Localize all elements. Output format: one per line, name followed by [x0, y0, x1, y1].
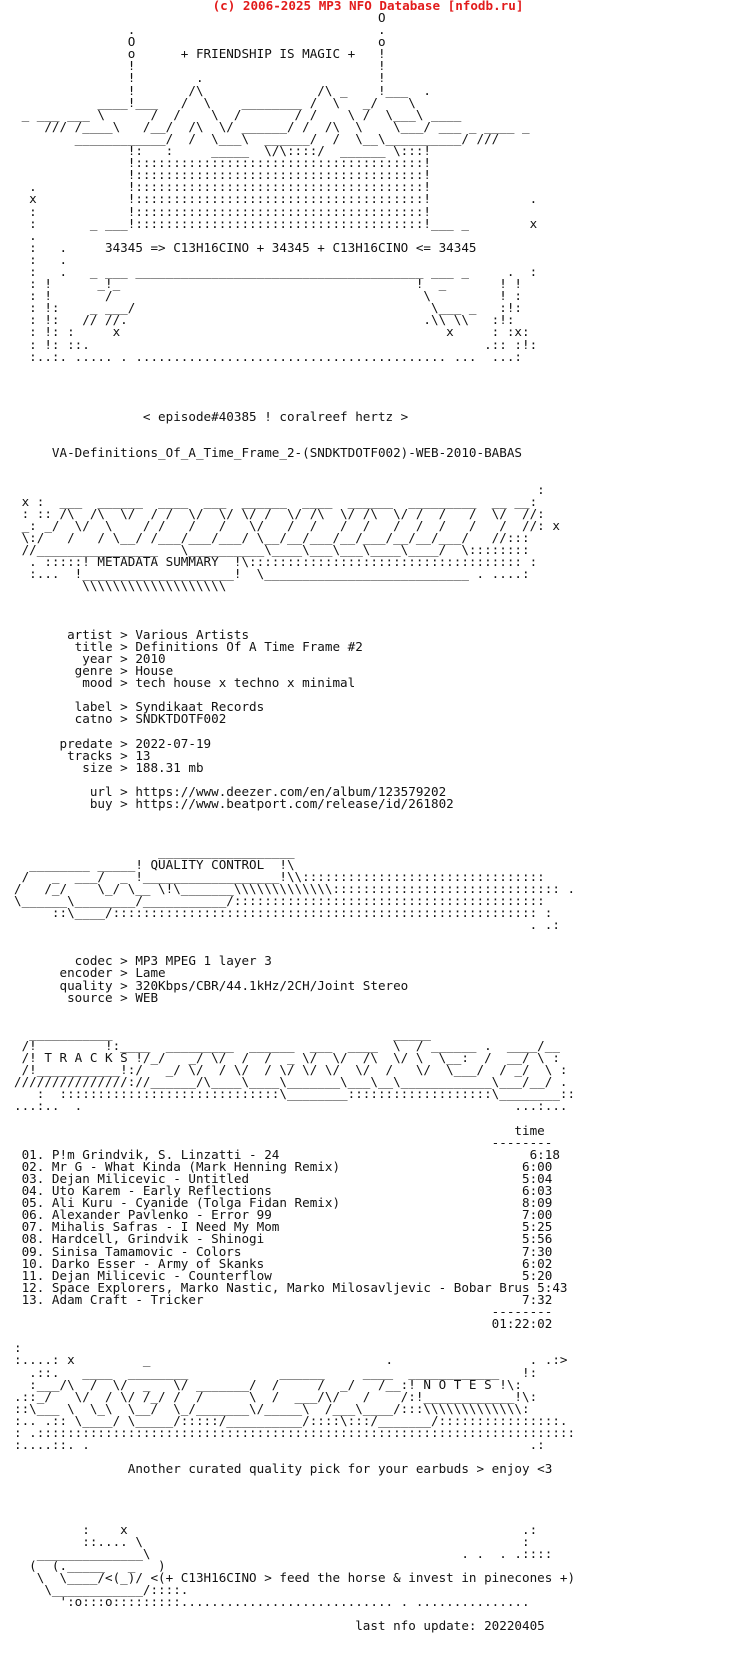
nfo-line: < episode#40385 ! coralreef hertz >: [14, 409, 409, 425]
nfo-line: :... !____________________! \___________________________ . ....:: [14, 566, 530, 582]
nfo-line: /! !:____ _________ ______ ___ ____ \ / ______ . ____/__: [14, 1037, 560, 1053]
nfo-line: tracks > 13: [14, 747, 151, 763]
nfo-line: ///////////////://______/\____\____\_______\___\__\____________\___/__/ .: [14, 1074, 568, 1090]
nfo-line: : !: // //. .\\ \\ :!:: [14, 312, 515, 328]
nfo-line: time: [14, 1122, 545, 1138]
nfo-line: : !: _ ___/ \___ _ :!:: [14, 300, 522, 316]
nfo-line: predate > 2022-07-19: [14, 735, 212, 751]
nfo-line: .: [14, 227, 37, 243]
nfo-line: : .:::::::::::::::::::::::::::::::::::::::::::::::::::::::::::::::::::::::: [14, 1424, 576, 1440]
nfo-line: !::::::::::::::::::::::::::::::::::::::!: [14, 155, 432, 171]
nfo-line: __________________: [14, 844, 295, 860]
nfo-line: 09. Sinisa Tamamovic - Colors 7:30: [14, 1243, 553, 1259]
nfo-line: 03. Dejan Milicevic - Untitled 5:04: [14, 1171, 553, 1186]
nfo-line: : x .:: [14, 1521, 538, 1537]
nfo-line: :....: x _ . . .:>: [14, 1352, 568, 1368]
nfo-line: . .: [14, 22, 386, 38]
nfo-line: artist > Various Artists: [14, 626, 250, 642]
nfo-line: //________________ \__________\____\___\___\____\____/ \::::::::: [14, 542, 530, 558]
nfo-line: label > Syndikaat Records: [14, 699, 265, 715]
nfo-line: x !::::::::::::::::::::::::::::::::::::::! .: [14, 191, 538, 207]
nfo-line: title > Definitions Of A Time Frame #2: [14, 638, 363, 654]
nfo-line: 01. P!m Grindvik, S. Linzatti - 24 6:18: [14, 1146, 560, 1162]
nfo-line: :....::. . .:: [14, 1437, 545, 1453]
nfo-line: : .: [14, 251, 68, 267]
nfo-line: 12. Space Explorers, Marko Nastic, Marko Milosavljevic - Bobar Brus 5:43: [14, 1279, 568, 1295]
nfo-line: Another curated quality pick for your earbuds > enjoy <3: [14, 1461, 553, 1477]
nfo-line: ________ _____! QUALITY CONTROL !\: [14, 856, 295, 872]
nfo-line: 02. Mr G - What Kinda (Mark Henning Remix) 6:00: [14, 1158, 553, 1174]
nfo-line: /// /____\ /__/ /\ \/ ______/ / /\ \ \___/ ___ _ ____ _: [14, 118, 530, 134]
nfo-line: O o: [14, 34, 386, 50]
nfo-line: codec > MP3 MPEG 1 layer 3: [14, 953, 272, 969]
nfo-line: \______\________/___________/:::::::::::::::::::::::::::::::::::::::::: [14, 892, 545, 908]
nfo-line: : _ ___!::::::::::::::::::::::::::::::::::::::!___ _ x: [14, 215, 538, 231]
nfo-line: : ! _!_ ! _ ! !: [14, 276, 522, 292]
nfo-line: ( (._____ _ ): [14, 1558, 166, 1573]
nfo-line: 08. Hardcell, Grindvik - Shinogi 5:56: [14, 1231, 553, 1247]
nfo-line: /! T R A C K S !/_/ _/ \/ / / _ \/ \/ /\ \/ \ \__: / __/ \ :: [14, 1050, 560, 1066]
nfo-line: ::\___ \ \_\ \__/ \_/_______\/_____\ /___\____/:::\\\\\\\\\\\\\:: [14, 1400, 530, 1416]
nfo-line: \ \____/<(_)/ <(+ C13H16CINO > feed the horse & invest in pinecones +): [14, 1570, 576, 1586]
nfo-line: 11. Dejan Milicevic - Counterflow 5:20: [14, 1267, 553, 1283]
nfo-line: :.. .:: \____/ \_____/:::::/__________/::::\:::/_______/::::::::::::::::.: [14, 1412, 568, 1428]
nfo-line: /!___________!:/ _/ \/ / \/ / \/ \/ \/ \/ / \/ \___/ / _/ \ :: [14, 1062, 568, 1078]
nfo-line: :..:. ..... . ......................................... ... ...:: [14, 348, 522, 364]
nfo-line: 06. Alexander Pavlenko - Error 99 7:00: [14, 1207, 553, 1223]
nfo-line: 04. Uto Karem - Early Reflections 6:03: [14, 1183, 553, 1199]
nfo-line: / _ ___/ _ !__________________!\\::::::::::::::::::::::::::::::::: [14, 868, 545, 884]
nfo-line: url > https://www.deezer.com/en/album/123579202: [14, 784, 447, 799]
nfo-line: 05. Ali Kuru - Cyanide (Tolga Fidan Remix) 8:09: [14, 1195, 553, 1211]
nfo-line: :___/\ / \/ _ \/ _______/ / / _/ /__:! N O T E S !\:: [14, 1376, 522, 1392]
nfo-line: --------: [14, 1134, 553, 1150]
nfo-line: source > WEB: [14, 989, 159, 1005]
nfo-line: genre > House: [14, 663, 174, 679]
nfo-line: year > 2010: [14, 650, 166, 666]
nfo-line: last nfo update: 20220405: [14, 1618, 545, 1634]
nfo-line: . :::::! METADATA SUMMARY !\:::::::::::::::::::::::::::::::::::: :: [14, 554, 538, 570]
nfo-line: : :::::::::::::::::::::::::::::\________:::::::::::::::::::\________::: [14, 1086, 576, 1102]
nfo-line: ':o:::o:::::::::............................ . ...............: [14, 1594, 530, 1610]
nfo-line: : !: : x x : :x:: [14, 324, 530, 340]
nfo-line: ___________ _____: [14, 1025, 432, 1041]
nfo-line: 07. Mihalis Safras - I Need My Mom 5:25: [14, 1219, 553, 1235]
nfo-line: : :: /\ /\ \/ / / \/ \/ \/ / \/ /\ \/ /\ \/ / / / \/ //:: [14, 505, 545, 521]
nfo-line: : !::::::::::::::::::::::::::::::::::::::!: [14, 203, 432, 219]
nfo-line: quality > 320Kbps/CBR/44.1kHz/2CH/Joint Stereo: [14, 977, 409, 993]
nfo-line: ! . !: [14, 70, 386, 86]
nfo-line: ! /\ /\ _ !___ .: [14, 82, 432, 98]
nfo-line: :: [14, 1340, 22, 1356]
nfo-line: . .:: [14, 917, 560, 933]
nfo-line: size > 188.31 mb: [14, 759, 204, 775]
nfo-line: \____________/::::.: [14, 1582, 189, 1598]
nfo-line: . !::::::::::::::::::::::::::::::::::::::!: [14, 179, 432, 195]
nfo-line: --------: [14, 1304, 553, 1320]
nfo-line: :: [14, 481, 545, 497]
nfo-line: 10. Darko Esser - Army of Skanks 6:02: [14, 1255, 553, 1271]
nfo-line: ...:.. . ...:...: [14, 1098, 568, 1114]
nfo-line: buy > https://www.beatport.com/release/id/261802: [14, 796, 454, 812]
nfo-line: ! !: [14, 58, 386, 74]
nfo-line: : ! / \ ! :: [14, 288, 522, 304]
nfo-line: 13. Adam Craft - Tricker 7:32: [14, 1291, 553, 1307]
nfo-line: \:/ / / \__/ /___/___/___/ \__/__/___/__/___/__/__/___/ //:::: [14, 530, 530, 546]
nfo-line: ::.... \ :: [14, 1533, 530, 1549]
nfodb-copyright-banner: (c) 2006-2025 MP3 NFO Database [nfodb.ru]: [212, 0, 524, 13]
nfo-line: : . _ ___ ______________________________________ ___ _ . :: [14, 263, 538, 279]
nfo-line: x : ___ ______ ____ ___ ______ ____ ______ _________ __ __:: [14, 493, 538, 509]
nfo-line: !: : _____ \/\::::/ ______ \:::!: [14, 143, 432, 159]
nfo-line: _: _/ \/ \ / / / / \/ / / / / / / / / / //: x: [14, 517, 560, 533]
nfo-line: ____________/ / \___\ ______/ / \__\__________/ ///: [14, 130, 500, 146]
nfo-line: ____!___ / \ ________ / \ _/ \: [14, 94, 416, 110]
nfo-line: o + FRIENDSHIP IS MAGIC + !: [14, 46, 386, 62]
nfo-line: encoder > Lame: [14, 965, 166, 981]
nfo-line: .::. ____ ________ ______ ____ ____________ !:: [14, 1364, 538, 1380]
nfo-line: .::_/ \/ / \/ /_/ / / \ / ___/\/ / /:!____________!\:: [14, 1388, 538, 1404]
nfo-line: catno > SNDKTDOTF002: [14, 711, 227, 727]
nfo-line: \\\\\\\\\\\\\\\\\\\: [14, 578, 227, 594]
nfo-line: mood > tech house x techno x minimal: [14, 675, 356, 691]
nfo-line: O: [14, 10, 386, 25]
nfo-line: : !: ::. .:: :!:: [14, 336, 538, 352]
nfo-line: ______________\ . . . .::::: [14, 1545, 553, 1561]
nfo-line: : . 34345 => C13H16CINO + 34345 + C13H16CINO <= 34345: [14, 239, 477, 255]
nfo-line: VA-Definitions_Of_A_Time_Frame_2-(SNDKTDOTF002)-WEB-2010-BABAS: [14, 445, 522, 461]
nfo-line: / /_/ \_/ \__ \!\_______\\\\\\\\\\\\\:::::::::::::::::::::::::::::: .: [14, 880, 576, 896]
nfo-line: 01:22:02: [14, 1316, 553, 1332]
nfo-ascii-document: [14, 12, 575, 1633]
nfo-line: ::\____/:::::::::::::::::::::::::::::::::::::::::::::::::::::::: :: [14, 904, 553, 920]
nfo-line: !::::::::::::::::::::::::::::::::::::::!: [14, 167, 432, 183]
nfo-line: _ ___ ___ \ / / \ / / / \ / \___\ ____: [14, 106, 462, 122]
